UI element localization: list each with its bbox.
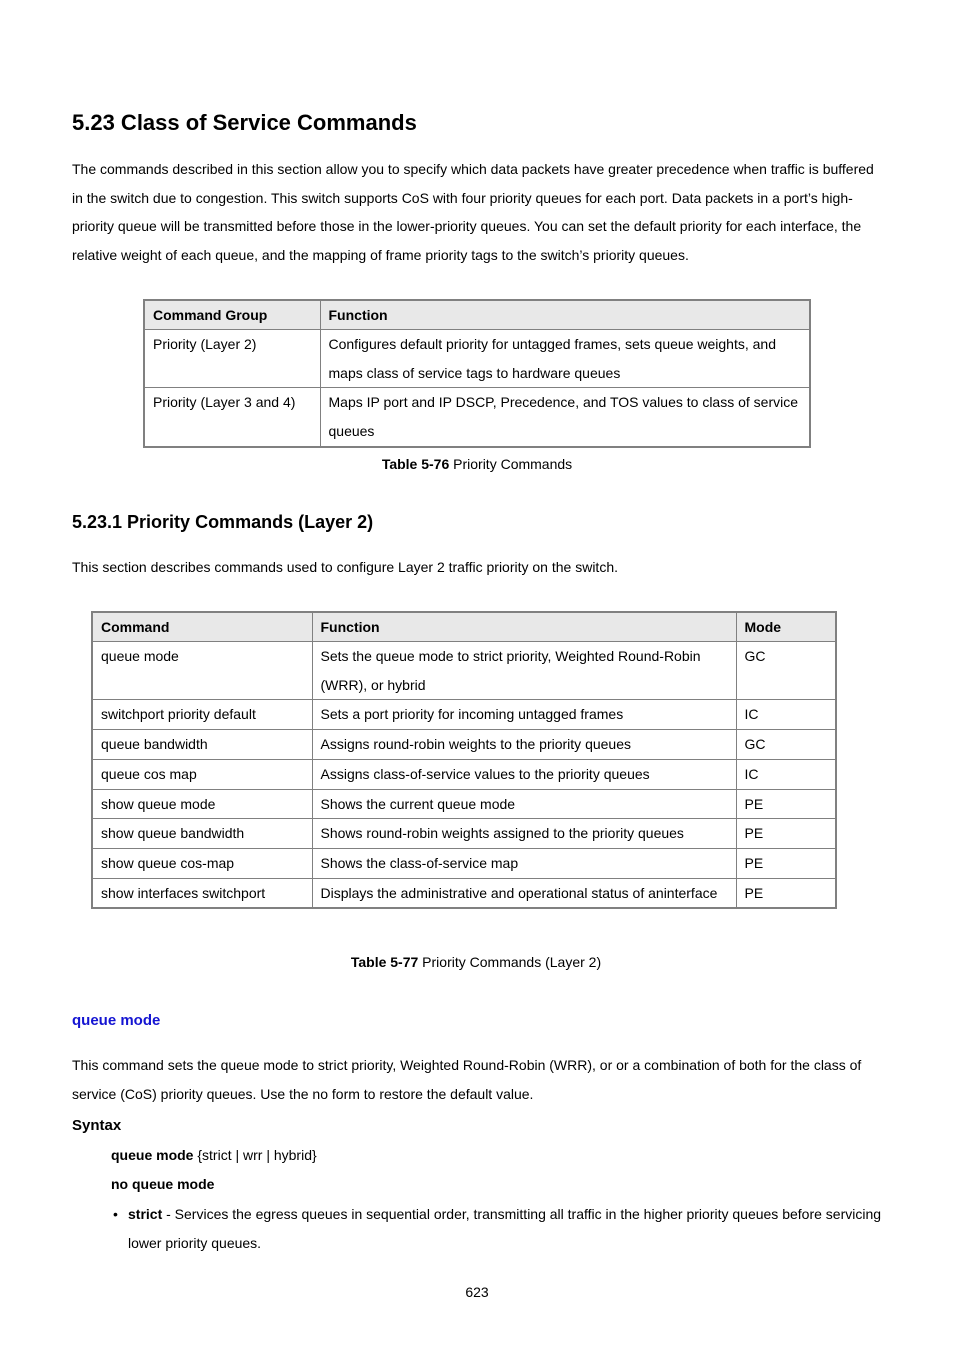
bullet-text: - Services the egress queues in sequential order, transmitting all traffic in the higher priority queues before servicing lower priority queues. bbox=[128, 1206, 882, 1251]
table-cell: Shows the current queue mode bbox=[312, 789, 736, 819]
table-76-caption-label: Table 5-76 bbox=[381, 456, 450, 472]
syntax-line bbox=[111, 1147, 317, 1163]
table-cell: show interfaces switchport bbox=[92, 878, 312, 908]
table-cell: queue bandwidth bbox=[92, 730, 312, 760]
table-cell: IC bbox=[736, 759, 836, 789]
column-header: Function bbox=[320, 300, 810, 330]
table-cell: Shows the class-of-service map bbox=[312, 848, 736, 878]
table-77-caption-text: Priority Commands (Layer 2) bbox=[418, 954, 602, 970]
section-title: 5.23 Class of Service Commands bbox=[72, 110, 417, 135]
table-row bbox=[92, 759, 836, 789]
column-header: Command bbox=[92, 612, 312, 642]
subsection-intro: This section describes commands used to configure Layer 2 traffic priority on the switch. bbox=[72, 559, 618, 575]
command-group-table bbox=[143, 299, 811, 448]
table-header-row bbox=[92, 612, 836, 642]
table-row bbox=[92, 730, 836, 760]
subsection-title: 5.23.1 Priority Commands (Layer 2) bbox=[72, 512, 374, 532]
bullet-term: strict bbox=[128, 1206, 163, 1222]
no-form-command: no queue mode bbox=[111, 1176, 215, 1192]
table-cell: Sets a port priority for incoming untagged frames bbox=[312, 700, 736, 730]
queue-mode-heading: queue mode bbox=[72, 1012, 161, 1029]
column-header: Mode bbox=[736, 612, 836, 642]
table-row bbox=[144, 330, 810, 388]
table-cell: GC bbox=[736, 730, 836, 760]
table-cell: PE bbox=[736, 819, 836, 849]
table-cell: Priority (Layer 2) bbox=[144, 330, 320, 388]
table-cell: show queue cos-map bbox=[92, 848, 312, 878]
syntax-label: Syntax bbox=[72, 1117, 122, 1134]
table-row bbox=[92, 789, 836, 819]
table-row bbox=[144, 388, 810, 447]
column-header: Command Group bbox=[144, 300, 320, 330]
page-number: 623 bbox=[465, 1284, 489, 1300]
table-header-row bbox=[144, 300, 810, 330]
syntax-args: {strict | wrr | hybrid} bbox=[193, 1147, 317, 1163]
table-cell: Priority (Layer 3 and 4) bbox=[144, 388, 320, 447]
table-row bbox=[92, 878, 836, 908]
table-76-caption bbox=[143, 456, 811, 472]
table-row bbox=[92, 642, 836, 700]
table-76-caption-text: Priority Commands bbox=[449, 456, 573, 472]
table-cell: switchport priority default bbox=[92, 700, 312, 730]
bullet-dot: • bbox=[113, 1206, 118, 1222]
table-cell: Maps IP port and IP DSCP, Precedence, and TOS values to class of service queues bbox=[320, 388, 810, 447]
table-cell: Configures default priority for untagged frames, sets queue weights, and maps class of service tags to hardware queues bbox=[320, 330, 810, 388]
table-cell: Assigns class-of-service values to the priority queues bbox=[312, 759, 736, 789]
table-cell: show queue bandwidth bbox=[92, 819, 312, 849]
table-cell: GC bbox=[736, 642, 836, 700]
table-row bbox=[92, 848, 836, 878]
table-row bbox=[92, 700, 836, 730]
table-cell: Displays the administrative and operational status of aninterface bbox=[312, 878, 736, 908]
syntax-command: queue mode bbox=[111, 1147, 194, 1163]
table-cell: IC bbox=[736, 700, 836, 730]
table-cell: Assigns round-robin weights to the priority queues bbox=[312, 730, 736, 760]
section-intro: The commands described in this section allow you to specify which data packets have greater precedence when traffic is buffered in the switch due to congestion. This switch supports CoS with four priority queues for each port. Data packets in a port’s high-priority queue will be transmitted before those in the lower-priority queues. You can set the default priority for each interface, the relative weight of each queue, and the mapping of frame priority tags to the switch’s priority queues. bbox=[72, 161, 874, 264]
table-cell: Sets the queue mode to strict priority, Weighted Round-Robin (WRR), or hybrid bbox=[312, 642, 736, 700]
priority-commands-table bbox=[91, 611, 837, 909]
table-cell: Shows round-robin weights assigned to the priority queues bbox=[312, 819, 736, 849]
list-item bbox=[113, 1200, 898, 1257]
table-cell: PE bbox=[736, 848, 836, 878]
table-row bbox=[92, 819, 836, 849]
table-77-caption-label: Table 5-77 bbox=[350, 954, 419, 970]
table-77-caption bbox=[91, 954, 861, 970]
table-cell: queue mode bbox=[92, 642, 312, 700]
no-form-line bbox=[111, 1176, 214, 1192]
queue-mode-description: This command sets the queue mode to strict priority, Weighted Round-Robin (WRR), or or a combination of both for the class of service (CoS) priority queues. Use the no form to restore the default value. bbox=[72, 1057, 862, 1102]
table-cell: PE bbox=[736, 878, 836, 908]
table-cell: queue cos map bbox=[92, 759, 312, 789]
table-cell: show queue mode bbox=[92, 789, 312, 819]
column-header: Function bbox=[312, 612, 736, 642]
table-cell: PE bbox=[736, 789, 836, 819]
